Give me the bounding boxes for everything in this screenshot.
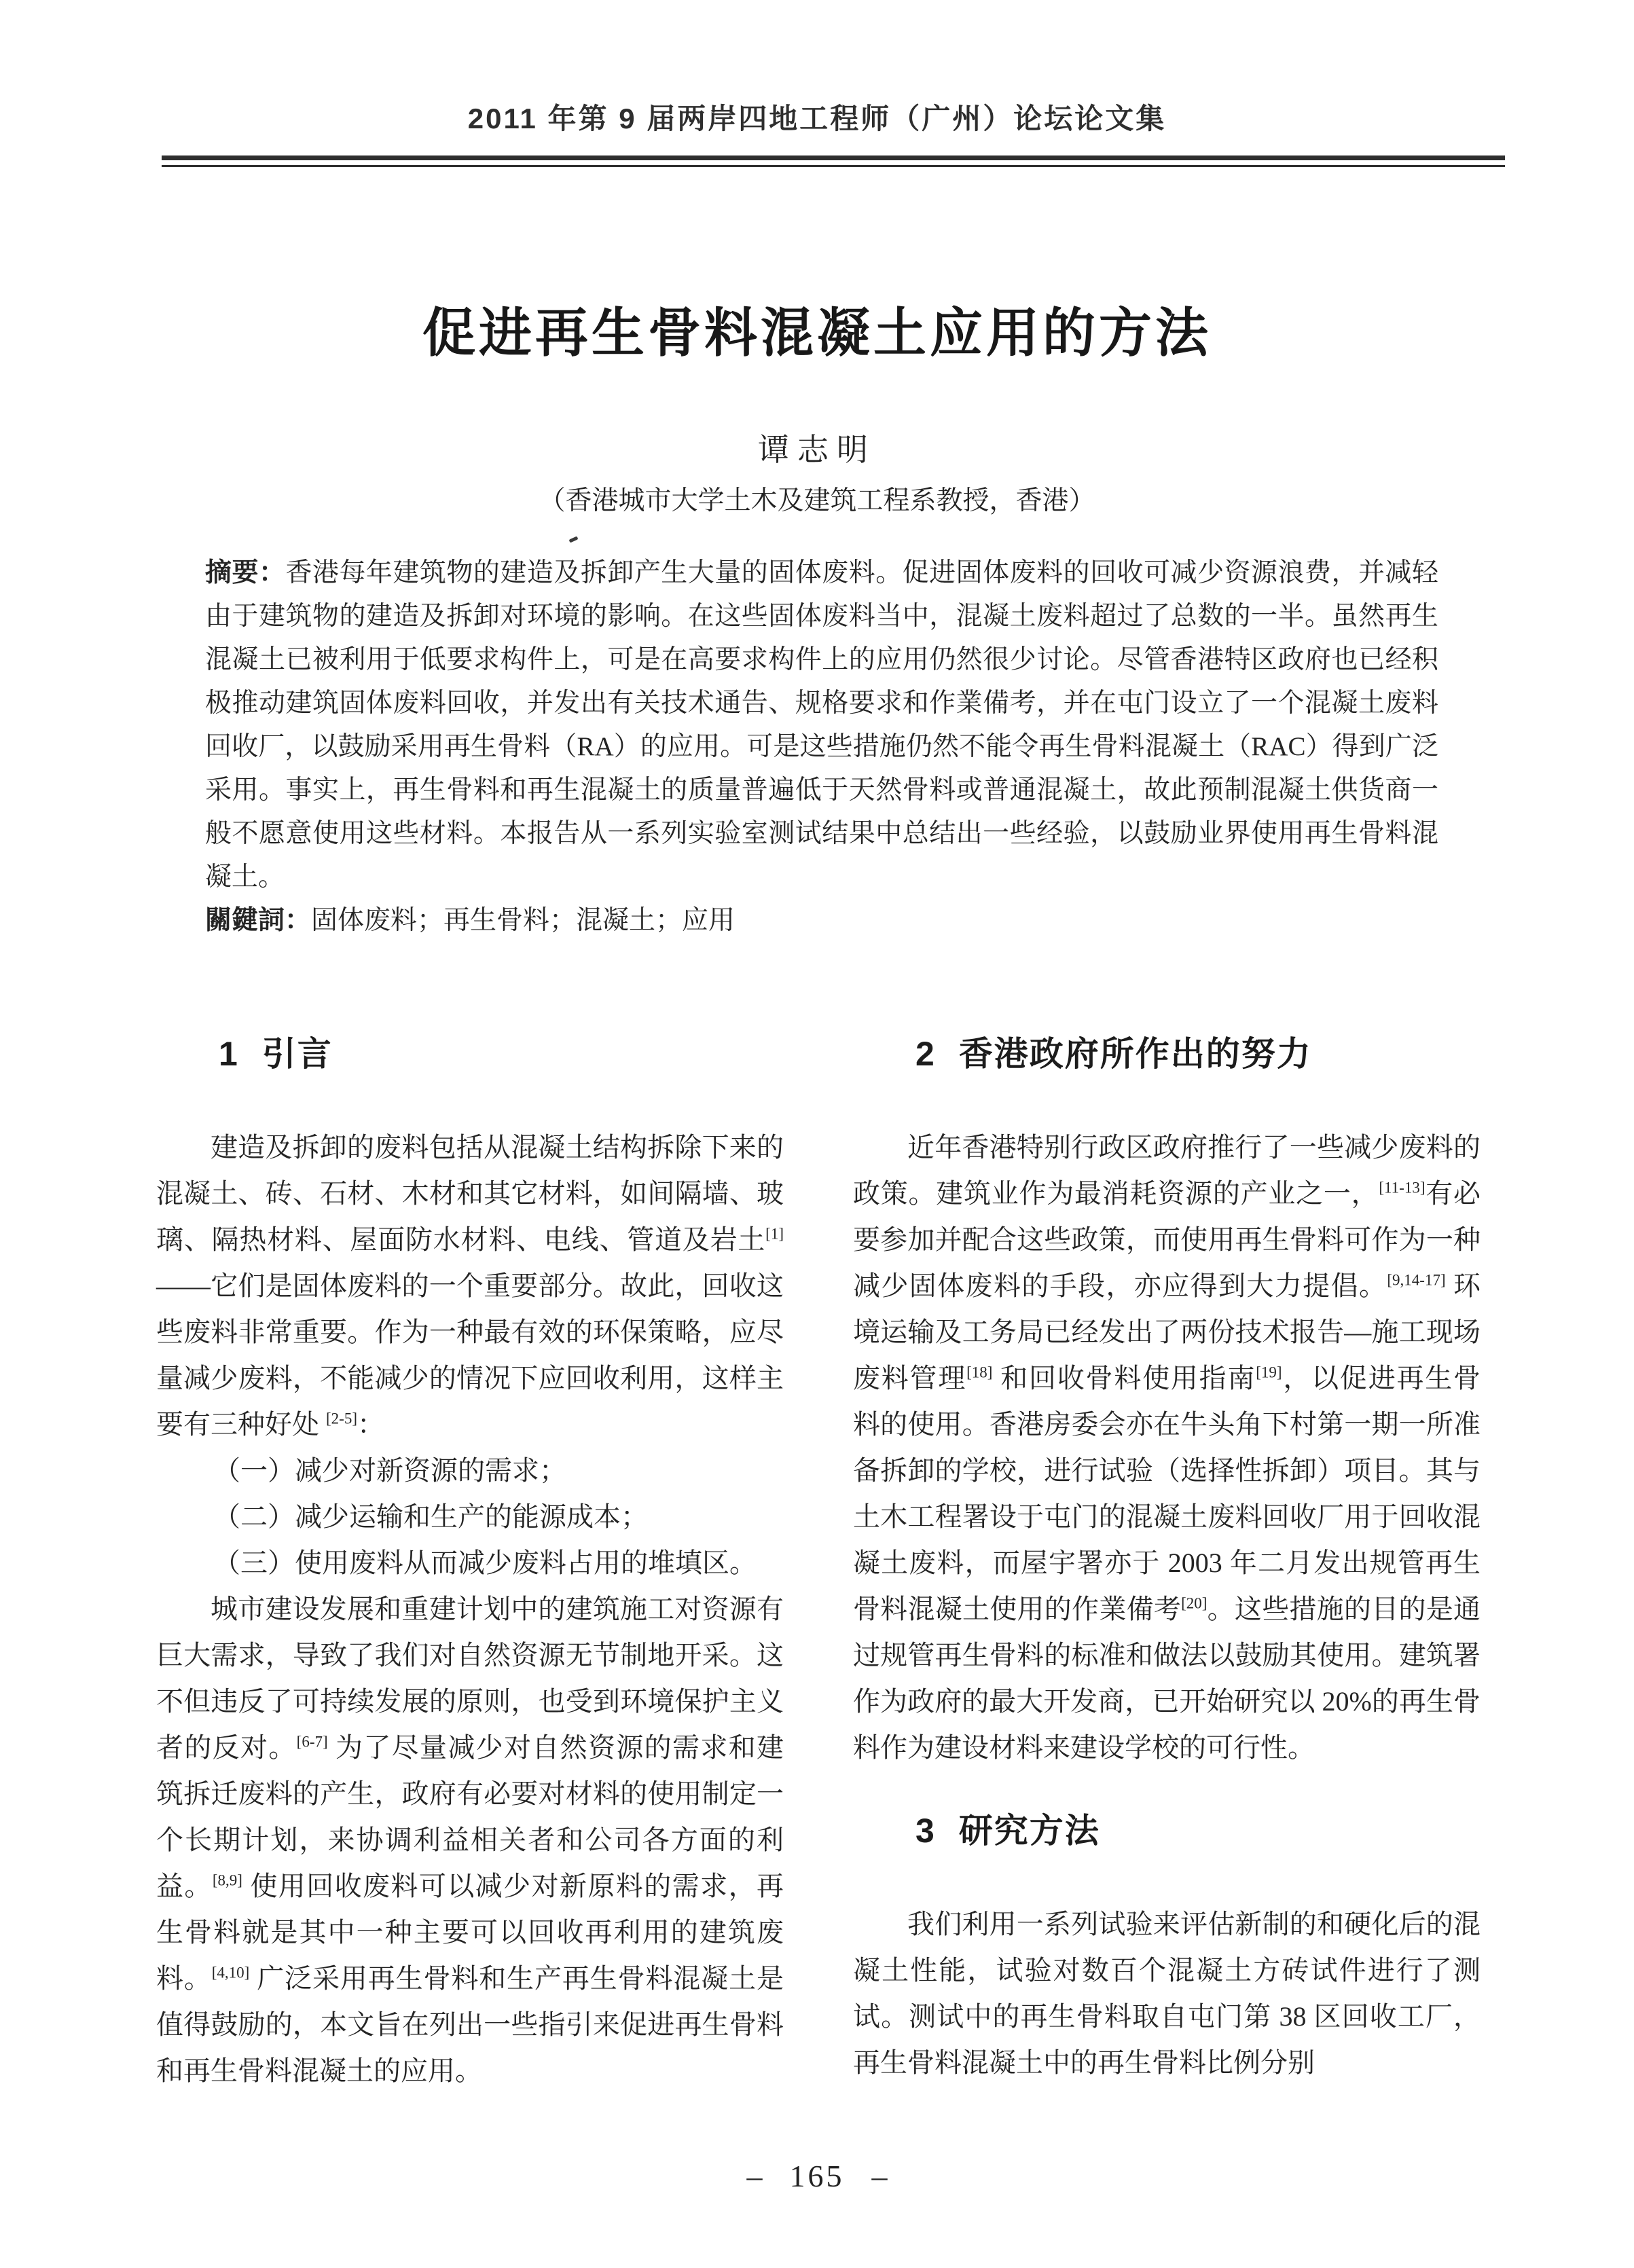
footer — [0, 2161, 1634, 2192]
header-proceedings-title: 2011 年第 9 届两岸四地工程师（广州）论坛论文集 — [467, 103, 1167, 134]
section-heading — [853, 1810, 1481, 1851]
keywords-line — [205, 899, 1438, 943]
paper-title: 促进再生骨料混凝土应用的方法 — [422, 303, 1212, 363]
header-rule-top — [162, 156, 1505, 160]
abstract-block — [205, 551, 1438, 943]
right-column — [853, 1013, 1481, 2094]
text-run: ，以促进再生骨料的使用。香港房委会亦在牛头角下村第一期一所准备拆卸的学校，进行试验（选择性拆卸）项目。其与土木工程署设于屯门的混凝土废料回收厂用于回收混凝土废料，而屋宇署亦于 2003 年二月发出规管再生骨料混凝土使用的作業備考 — [853, 1363, 1481, 1624]
section-introduction — [156, 1034, 784, 2094]
footer-dash-right: – — [871, 2159, 888, 2193]
text-run: 为了尽量减少对自然资源的需求和建筑拆迁废料的产生，政府有必要对材料的使用制定一个长期计划，来协调利益相关者和公司各方面的利益。 — [156, 1732, 784, 1901]
paragraph — [853, 1124, 1481, 1771]
keywords-label: 關鍵詞： — [205, 906, 312, 935]
paragraph — [156, 1586, 784, 2094]
abstract-paragraph — [205, 551, 1438, 899]
two-column-body — [156, 1013, 1481, 2094]
text-run: 。这些措施的目的是通过规管再生骨料的标准和做法以鼓励其使用。建筑署作为政府的最大开发商，已开始研究以 20%的再生骨料作为建设材料来建设学校的可行性。 — [853, 1594, 1481, 1763]
section-number: 1 — [219, 1035, 239, 1073]
paragraph — [156, 1124, 784, 1448]
header-rule-bottom — [162, 165, 1505, 167]
text-run: 有必要参加并配合这些政策，而使用再生骨料可作为一种减少固体废料的手段，亦应得到大力提倡。 — [853, 1178, 1481, 1301]
list-item: （二）减少运输和生产的能源成本； — [213, 1501, 648, 1532]
section-heading — [156, 1034, 784, 1074]
section-content — [853, 1901, 1481, 2086]
text-run: 使用回收废料可以减少对新原料的需求，再生骨料就是其中一种主要可以回收再利用的建筑废料。 — [156, 1871, 784, 1994]
citation-ref: [20] — [1181, 1594, 1208, 1612]
page-number: 165 — [789, 2159, 845, 2193]
section-title: 香港政府所作出的努力 — [958, 1035, 1312, 1073]
text-run: 和回收骨料使用指南 — [992, 1363, 1256, 1393]
citation-ref: [9,14-17] — [1387, 1271, 1446, 1289]
citation-ref: [4,10] — [211, 1964, 250, 1981]
text-run: 环境运输及工务局已经发出了两份技术报告—施工现场废料管理 — [853, 1270, 1481, 1393]
scan-artifact — [569, 536, 579, 543]
citation-ref: [11-13] — [1379, 1179, 1426, 1196]
citation-ref: [6-7] — [296, 1733, 328, 1751]
text-run: 广泛采用再生骨料和生产再生骨料混凝土是值得鼓励的，本文旨在列出一些指引来促进再生骨料和再生骨料混凝土的应用。 — [156, 1963, 784, 2086]
author-name: 谭志明 — [758, 433, 876, 467]
abstract-label: 摘要： — [205, 558, 286, 587]
citation-ref: [8,9] — [212, 1871, 242, 1889]
text-run: ： — [357, 1409, 384, 1440]
citation-ref: [1] — [765, 1225, 784, 1243]
section-title: 引言 — [261, 1035, 333, 1073]
paragraph — [853, 1901, 1481, 2086]
section-number: 3 — [915, 1812, 936, 1850]
text-run: 建造及拆卸的废料包括从混凝土结构拆除下来的混凝土、砖、石材、木材和其它材料，如间隔墙、玻璃、隔热材料、屋面防水材料、电线、管道及岩土 — [156, 1132, 784, 1255]
text-run: 近年香港特别行政区政府推行了一些减少废料的政策。建筑业作为最消耗资源的产业之一， — [853, 1132, 1481, 1209]
section-title: 研究方法 — [958, 1812, 1100, 1850]
section-content — [853, 1124, 1481, 1771]
citation-ref: [19] — [1256, 1364, 1282, 1381]
left-column — [156, 1013, 784, 2094]
author-affiliation: （香港城市大学土木及建筑工程系教授，香港） — [539, 486, 1095, 515]
text-run: 城市建设发展和重建计划中的建筑施工对资源有巨大需求，导致了我们对自然资源无节制地开采。这不但违反了可持续发展的原则，也受到环境保护主义者的反对。 — [156, 1594, 784, 1763]
section-content — [156, 1124, 784, 2094]
section-methodology — [853, 1810, 1481, 2086]
text-run: 我们利用一系列试验来评估新制的和硬化后的混凝土性能，试验对数百个混凝土方砖试件进行了测试。测试中的再生骨料取自屯门第 38 区回收工厂，再生骨料混凝土中的再生骨料比例分别 — [853, 1909, 1481, 2078]
section-heading — [853, 1034, 1481, 1074]
citation-ref: [18] — [966, 1364, 993, 1381]
list-item: （三）使用废料从而减少废料占用的堆填区。 — [213, 1548, 757, 1578]
keywords-text: 固体废料；再生骨料；混凝土；应用 — [311, 906, 736, 935]
section-number: 2 — [915, 1035, 936, 1073]
citation-ref: [2-5] — [326, 1410, 357, 1427]
text-run: ——它们是固体废料的一个重要部分。故此，回收这些废料非常重要。作为一种最有效的环保策略，应尽量减少废料，不能减少的情况下应回收利用，这样主要有三种好处 — [156, 1270, 784, 1440]
section-gov-efforts — [853, 1034, 1481, 1771]
numbered-list — [156, 1448, 784, 1586]
footer-dash-left: – — [746, 2159, 763, 2193]
list-item: （一）减少对新资源的需求； — [213, 1455, 566, 1486]
abstract-text: 香港每年建筑物的建造及拆卸产生大量的固体废料。促进固体废料的回收可减少资源浪费，并减轻由于建筑物的建造及拆卸对环境的影响。在这些固体废料当中，混凝土废料超过了总数的一半。虽然再生混凝土已被利用于低要求构件上，可是在高要求构件上的应用仍然很少讨论。尽管香港特区政府也已经积极推动建筑固体废料回收，并发出有关技术通告、规格要求和作業備考，并在屯门设立了一个混凝土废料回收厂，以鼓励采用再生骨料（RA）的应用。可是这些措施仍然不能令再生骨料混凝土（RAC）得到广泛采用。事实上，再生骨料和再生混凝土的质量普遍低于天然骨料或普通混凝土，故此预制混凝土供货商一般不愿意使用这些材料。本报告从一系列实验室测试结果中总结出一些经验，以鼓励业界使用再生骨料混凝土。 — [205, 558, 1438, 892]
